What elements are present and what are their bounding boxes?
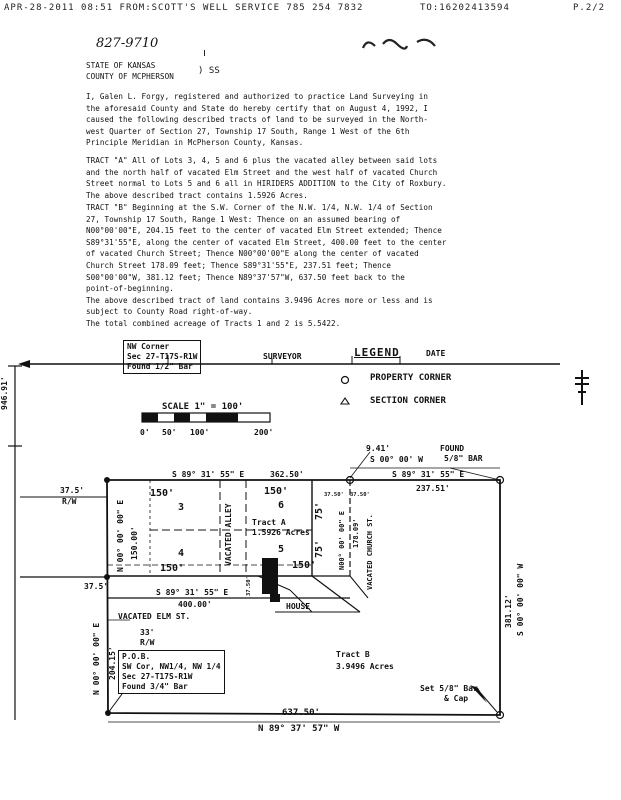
lot-number: 3 <box>178 502 185 513</box>
text-line: and the north half of vacated Elm Street and the west half of vacated Church <box>86 167 438 177</box>
text-line: S00°00'00"W, 381.12 feet; Thence N89°37'57"W, 637.50 feet back to the <box>86 272 405 282</box>
lot-number: 6 <box>278 500 285 511</box>
box-line: Sec 27-T17S-R1W <box>122 672 193 681</box>
lot-dim: 75' <box>314 539 325 558</box>
elm-bearing: S 89° 31' 55" E <box>156 588 229 597</box>
text-line: I, Galen L. Forgy, registered and authorized to practice Land Surveying in <box>86 92 429 101</box>
box-line: Found 3/4" Bar <box>122 682 188 691</box>
total-acreage: The total combined acreage of Tracts 1 and 2 is 5.5422. <box>86 319 341 328</box>
elm-dist: 400.00' <box>178 600 212 609</box>
top-left-dist: 362.50' <box>270 470 304 479</box>
handwritten-number: 827-9710 <box>96 36 159 51</box>
legend-property-corner: PROPERTY CORNER <box>370 373 452 383</box>
lot-dim: 150' <box>160 563 185 574</box>
top-left-bearing: S 89° 31' 55" E <box>172 470 245 479</box>
text-line: The above described tract contains 1.5926 Acres. <box>86 190 308 200</box>
text-line: Principle Meridian in McPherson County, Kansas. <box>86 138 304 148</box>
pob-box <box>118 650 225 694</box>
left-low-dist: 204.15' <box>108 646 117 680</box>
rw-top: 37.5' <box>60 486 85 495</box>
top-small-bearing: S 00° 00' W <box>370 455 423 464</box>
text-line: TRACT "A" All of Lots 3, 4, 5 and 6 plus the vacated alley between said lots <box>86 156 438 165</box>
text-line: of vacated Church Street; Thence N00°00'00"E along the center of vacated <box>86 249 419 259</box>
right-bearing: S 00° 00' 00" W <box>516 563 525 636</box>
found-bar-label-2: 5/8" BAR <box>444 454 483 463</box>
venue-state: STATE OF KANSAS <box>86 61 156 70</box>
top-right-dist: 237.51' <box>416 484 450 493</box>
tract-b-label: Tract B <box>336 650 370 659</box>
box-line: P.O.B. <box>122 652 151 661</box>
left-dist: 150.00' <box>130 526 139 560</box>
venue-ss: ) SS <box>198 66 220 76</box>
left-bearing: N 00° 00' 00" E <box>116 499 125 572</box>
scale-label: SCALE 1" = 100' <box>162 402 244 412</box>
text-line: N00°00'00"E, 204.15 feet to the center of vacated Elm Street extended; Thence <box>86 226 442 236</box>
left-dim-label: 946.91' <box>0 376 9 410</box>
fax-header-middle: TO:16202413594 <box>420 3 510 13</box>
text-line: the aforesaid County and State do hereby certify that on August 4, 1992, I <box>86 103 429 113</box>
tract-b-area: 3.9496 Acres <box>336 662 394 671</box>
lot-number: 5 <box>278 544 285 555</box>
right-dist: 381.12' <box>504 594 513 628</box>
text-line: point-of-beginning. <box>86 284 174 294</box>
bottom-bearing: N 89° 37' 57" W <box>258 724 340 734</box>
elm-street-label: VACATED ELM ST. <box>118 612 191 621</box>
set-bar-label-2: & Cap <box>444 694 469 703</box>
fax-header-right: P.2/2 <box>573 3 606 13</box>
lot-number: 4 <box>178 548 185 559</box>
set-bar-label: Set 5/8" Bar <box>420 684 478 693</box>
box-line: SW Cor, NW1/4, NW 1/4 <box>122 662 221 671</box>
box-line: NW Corner <box>127 342 170 351</box>
legend-date: DATE <box>426 349 446 358</box>
text-line: Church Street 178.09 feet; Thence S89°31'55"E, 237.51 feet; Thence <box>86 260 392 270</box>
text-line: 27, Township 17 South, Range 1 West: Thence on an assumed bearing of <box>86 214 401 224</box>
house-symbol <box>262 558 278 594</box>
small-dim-3750: 37.50' <box>246 576 252 596</box>
top-right-bearing: S 89° 31' 55" E <box>392 470 465 479</box>
small-dim: 9.41' <box>366 444 391 453</box>
bottom-dist: 637.50' <box>282 708 320 718</box>
center-bearing: N00° 00' 00" E <box>338 510 346 570</box>
venue-county: COUNTY OF MCPHERSON <box>86 72 174 81</box>
text-line: west Quarter of Section 27, Township 17 South, Range 1 West of the 6th <box>86 126 410 136</box>
tract-a-label: Tract A <box>252 518 286 527</box>
lot-dim: 150' <box>150 488 175 499</box>
center-dist: 178.09' <box>352 518 360 548</box>
lot-dim: 150' <box>264 486 289 497</box>
scale-tick-50: 50' <box>162 428 177 437</box>
rw-top-2: R/W <box>62 497 77 506</box>
scale-tick-200: 200' <box>254 428 274 437</box>
rw-mid: 37.5' <box>84 582 109 591</box>
tract-a-area: 1.5926 Acres <box>252 528 310 537</box>
small-dim-3750: 37.50' <box>350 492 370 498</box>
scale-tick-100: 100' <box>190 428 210 437</box>
text-line: Street normal to Lots 5 and 6 all in HIRIDERS ADDITION to the City of Roxbury. <box>86 179 447 189</box>
text-line: The above described tract of land contains 3.9496 Acres more or less and is <box>86 295 433 305</box>
legend-surveyor: SURVEYOR <box>263 352 302 361</box>
lot-dim: 75' <box>314 501 325 520</box>
small-dim-3750: 37.50' <box>324 492 344 498</box>
lot-dim: 150' <box>292 560 317 571</box>
text-line: caused the following described tracts of land to be surveyed in the North- <box>86 115 429 125</box>
rw-low-2: R/W <box>140 638 155 647</box>
found-bar-label: FOUND <box>440 444 465 453</box>
text-line: TRACT "B" Beginning at the S.W. Corner of the N.W. 1/4, N.W. 1/4 of Section <box>86 203 433 212</box>
house-label: HOUSE <box>286 602 311 611</box>
legend-section-corner: SECTION CORNER <box>370 396 446 406</box>
property-corner-symbol <box>342 377 349 384</box>
text-line: S89°31'55"E, along the center of vacated Elm Street, 400.00 feet to the center <box>86 237 447 247</box>
legend-title: LEGEND <box>354 346 400 359</box>
rw-low: 33' <box>140 628 155 637</box>
section-corner-symbol <box>341 398 349 404</box>
corner-marker <box>104 477 110 483</box>
box-line: Found 1/2" Bar <box>127 362 193 371</box>
left-low-bearing: N 00° 00' 00" E <box>92 622 101 695</box>
corner-marker <box>104 574 110 580</box>
church-st-label: VACATED CHURCH ST. <box>366 514 374 590</box>
text-line: subject to County Road right-of-way. <box>86 307 253 317</box>
box-line: Sec 27-T17S-R1W <box>127 352 198 361</box>
scale-tick-0: 0' <box>140 428 150 437</box>
vacated-alley-label: VACATED ALLEY <box>224 503 233 566</box>
fax-header-left: APR-28-2011 08:51 FROM:SCOTT'S WELL SERVICE 785 254 7832 <box>4 3 364 13</box>
